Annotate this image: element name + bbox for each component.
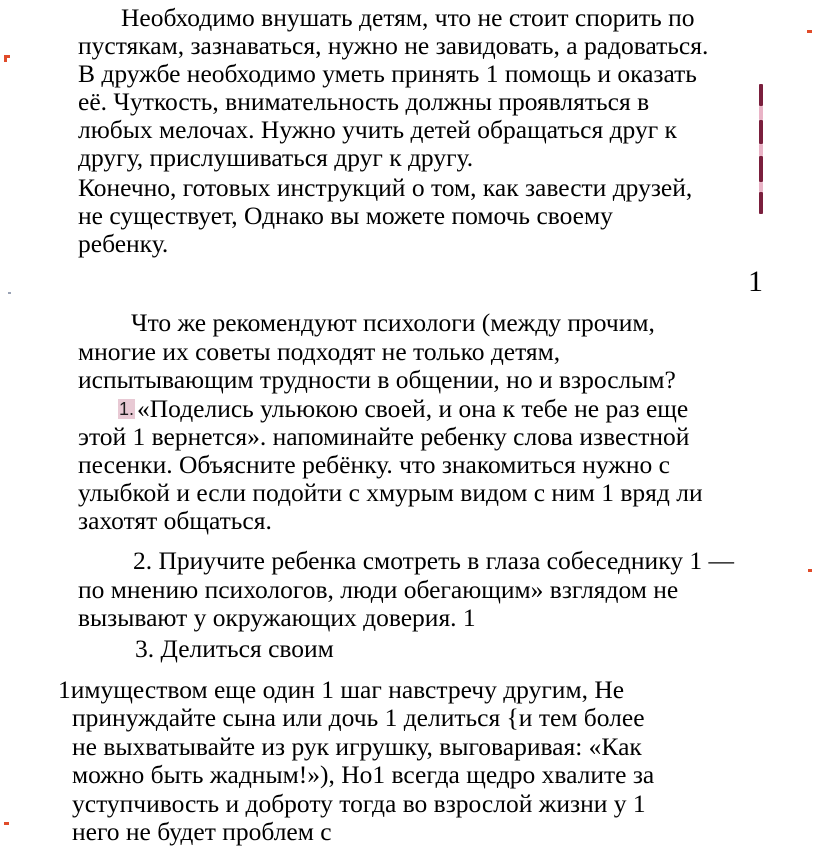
paragraph1-line6: другу, прислушиваться друг к другу. xyxy=(78,143,474,172)
margin-change-bar xyxy=(759,156,763,182)
paragraph1-line3: В дружбе необходимо уметь принять 1 помощь и оказать xyxy=(78,59,697,88)
margin-speck xyxy=(4,822,9,825)
margin-change-bar xyxy=(759,84,763,106)
item2-line2: по мнению психологов, люди обегающим» взглядом не xyxy=(78,575,679,604)
item1-line1 xyxy=(118,395,688,423)
paragraph1-line1: Необходимо внушать детям, что не стоит спорить по xyxy=(121,3,695,32)
margin-change-bar xyxy=(759,120,763,144)
margin-speck xyxy=(808,569,812,572)
item3-line3: принуждайте сына или дочь 1 делиться {и тем более xyxy=(72,703,645,732)
item3-line2: 1имуществом еще один 1 шаг навстречу другим, Не xyxy=(58,675,625,704)
item3-line1: 3. Делиться своим xyxy=(135,634,334,663)
margin-change-bar xyxy=(759,192,763,214)
item2-line1: 2. Приучите ребенка смотреть в глаза собеседнику 1 — xyxy=(133,546,734,575)
item2-line3: вызывают у окружающих доверия. 1 xyxy=(78,603,476,632)
item1-line1-text: «Поделись ульюкою своей, и она к тебе не раз еще xyxy=(137,394,689,423)
margin-change-bar xyxy=(759,182,763,192)
item1-line3: песенки. Объясните ребёнку. что знакомиться нужно с xyxy=(78,450,670,479)
margin-change-bar xyxy=(759,144,763,156)
paragraph2-line1: Конечно, готовых инструкций о том, как завести друзей, xyxy=(78,173,693,202)
item3-line7: него не будет проблем с xyxy=(72,817,332,846)
item3-line5: можно быть жадным!»), Но1 всегда щедро хвалите за xyxy=(72,760,655,789)
margin-change-bar xyxy=(759,106,763,120)
page-number: 1 xyxy=(748,265,763,298)
margin-speck xyxy=(8,292,11,294)
margin-speck xyxy=(807,30,812,33)
paragraph1-line5: любых мелочах. Нужно учить детей обращаться друг к xyxy=(78,115,677,144)
item1-line2: этой 1 вернется». напоминайте ребенку слова известной xyxy=(78,422,690,451)
item1-marker: 1. xyxy=(119,399,135,419)
item3-line6: уступчивость и доброту тогда во взрослой жизни у 1 xyxy=(72,789,646,818)
paragraph3-line1: Что же рекомендуют психологи (между прочим, xyxy=(131,308,655,337)
paragraph3-line2: многие их советы подходят не только детям, xyxy=(78,337,561,366)
paragraph1-line2: пустякам, зазнаваться, нужно не завидовать, а радоваться. xyxy=(78,31,709,60)
paragraph1-line4: её. Чуткость, внимательность должны проявляться в xyxy=(78,87,650,116)
item1-line4: улыбкой и если подойти с хмурым видом с ним 1 вряд ли xyxy=(78,478,703,507)
paragraph2-line3: ребенку. xyxy=(78,229,169,258)
item1-line5: захотят общаться. xyxy=(78,506,272,535)
margin-speck xyxy=(4,58,7,62)
item3-line4: не выхватывайте из рук игрушку, выговаривая: «Как xyxy=(72,732,642,761)
paragraph3-line3: испытывающим трудности в общении, но и взрослым? xyxy=(78,365,676,394)
paragraph2-line2: не существует, Однако вы можете помочь своему xyxy=(78,201,613,230)
